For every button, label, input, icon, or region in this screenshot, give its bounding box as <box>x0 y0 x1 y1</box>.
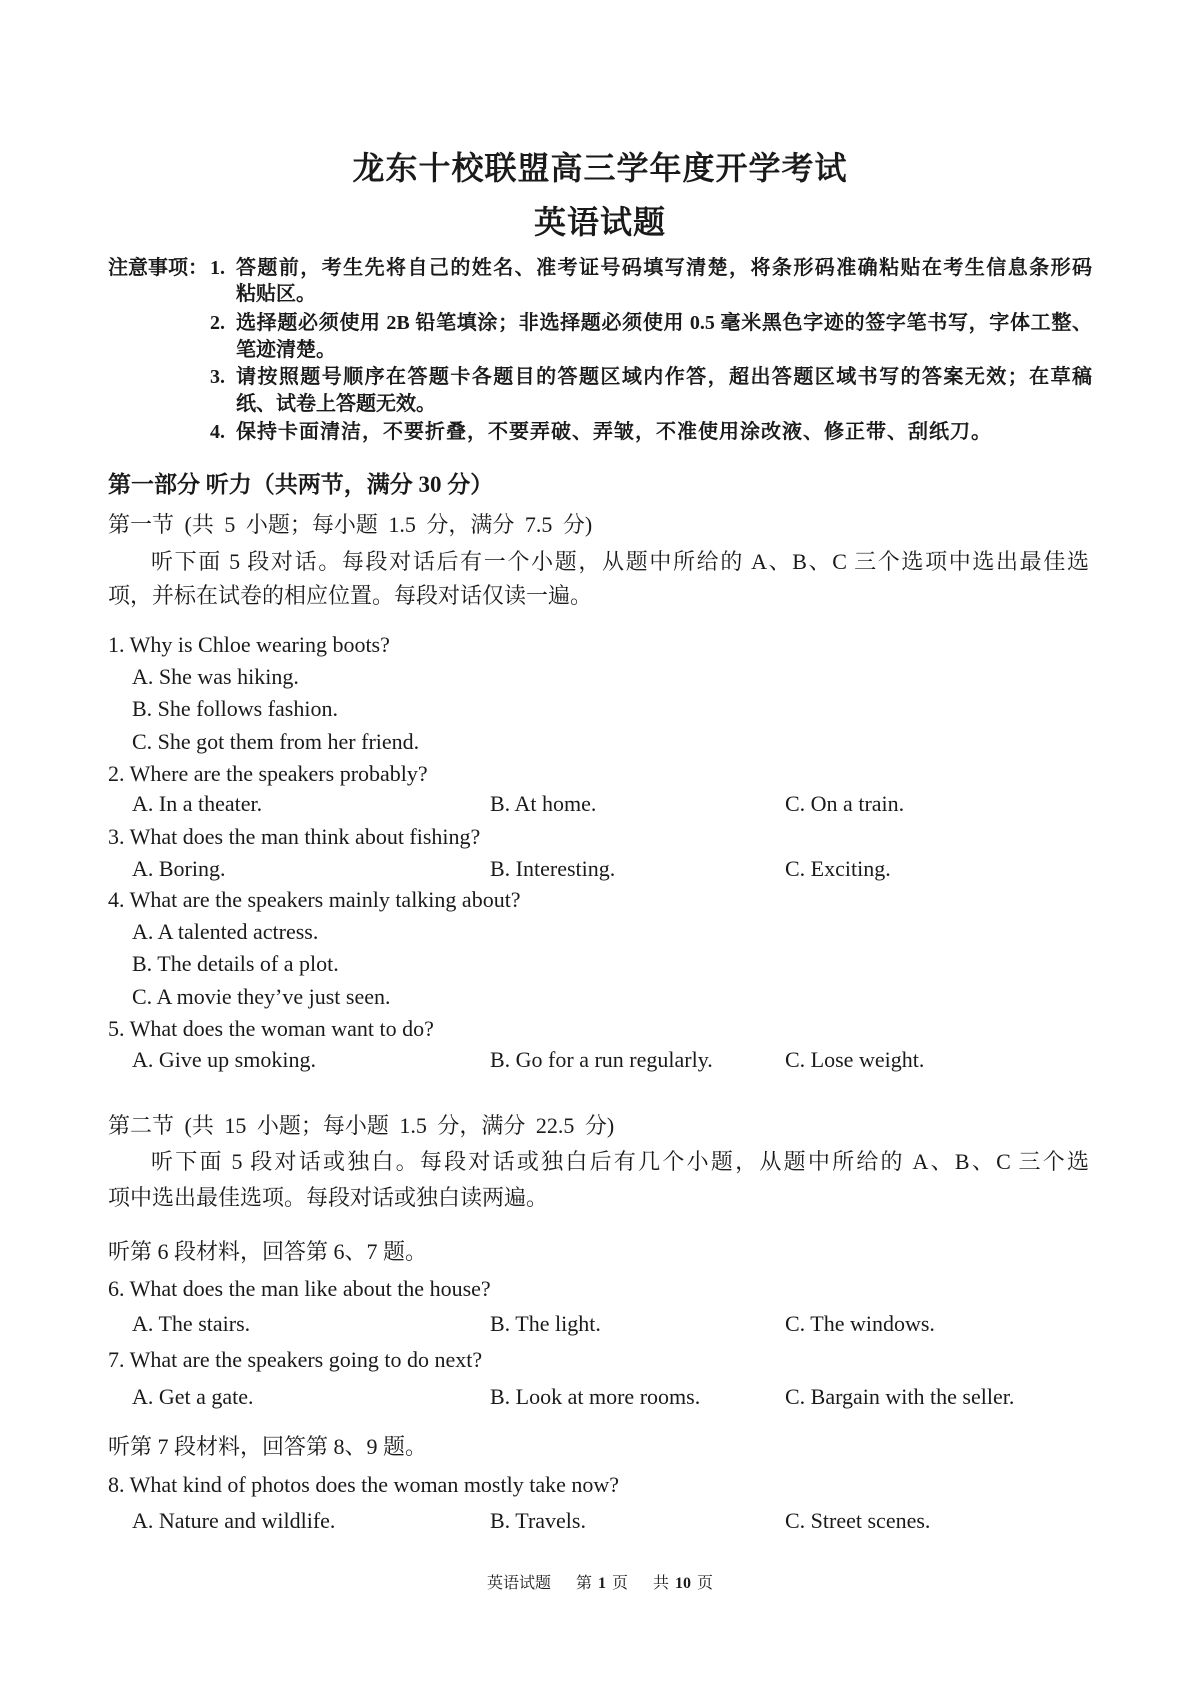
option-b: B. Travels. <box>490 1508 586 1533</box>
material-heading: 听第 6 段材料，回答第 6、7 题。 <box>108 1239 428 1264</box>
note-number: 4. <box>210 421 225 443</box>
option-a: A. A talented actress. <box>132 919 319 944</box>
exam-subtitle: 英语试题 <box>533 204 666 240</box>
footer-total-pages: 10 <box>675 1575 692 1592</box>
question-text: 8. What kind of photos does the woman mostly take now? <box>108 1472 620 1497</box>
part-heading: 第一部分 听力（共两节，满分 30 分） <box>108 472 494 497</box>
option-c: C. Lose weight. <box>785 1047 925 1072</box>
option-b: B. Look at more rooms. <box>490 1384 701 1409</box>
question-text: 1. Why is Chloe wearing boots? <box>108 632 390 657</box>
question-text: 6. What does the man like about the house? <box>108 1276 491 1301</box>
exam-title: 龙东十校联盟高三学年度开学考试 <box>352 150 848 186</box>
option-b: B. The details of a plot. <box>132 951 339 976</box>
option-b: B. The light. <box>490 1311 601 1336</box>
footer-page-suffix: 页 <box>611 1575 628 1592</box>
notes-label: 注意事项： <box>108 257 208 279</box>
option-a: A. In a theater. <box>132 791 263 816</box>
note-number: 3. <box>210 366 225 388</box>
note-number: 2. <box>210 312 225 334</box>
page-footer <box>0 1573 1200 1595</box>
question-text: 3. What does the man think about fishing? <box>108 824 481 849</box>
note-text-line: 保持卡面清洁，不要折叠，不要弄破、弄皱，不准使用涂改液、修正带、刮纸刀。 <box>236 421 992 443</box>
option-a: A. Give up smoking. <box>132 1047 316 1072</box>
option-b: B. She follows fashion. <box>132 696 338 721</box>
note-text-line: 选择题必须使用 2B 铅笔填涂；非选择题必须使用 0.5 毫米黑色字迹的签字笔书写，字体工整、 <box>236 312 1092 334</box>
option-a: A. The stairs. <box>132 1311 251 1336</box>
note-text-line: 请按照题号顺序在答题卡各题目的答题区域内作答，超出答题区域书写的答案无效；在草稿 <box>236 366 1092 388</box>
option-a: A. She was hiking. <box>132 664 299 689</box>
note-text-line: 纸、试卷上答题无效。 <box>236 393 436 415</box>
option-c: C. Exciting. <box>785 856 891 881</box>
option-c: C. A movie they’ve just seen. <box>132 984 391 1009</box>
footer-total-suffix: 页 <box>697 1575 714 1592</box>
option-b: B. Go for a run regularly. <box>490 1047 713 1072</box>
option-b: B. At home. <box>490 791 597 816</box>
option-c: C. On a train. <box>785 791 905 816</box>
question-text: 5. What does the woman want to do? <box>108 1016 434 1041</box>
section-heading: 第二节 (共 15 小题；每小题 1.5 分，满分 22.5 分) <box>108 1113 615 1138</box>
section-instructions: 听下面 5 段对话或独白。每段对话或独白后有几个小题，从题中所给的 A、B、C 三个选 <box>151 1149 1089 1174</box>
option-c: C. She got them from her friend. <box>132 729 420 754</box>
option-c: C. Bargain with the seller. <box>785 1384 1015 1409</box>
option-a: A. Get a gate. <box>132 1384 254 1409</box>
section-instructions: 听下面 5 段对话。每段对话后有一个小题，从题中所给的 A、B、C 三个选项中选出最佳选 <box>151 549 1089 574</box>
section-instructions: 项，并标在试卷的相应位置。每段对话仅读一遍。 <box>108 583 593 608</box>
question-text: 2. Where are the speakers probably? <box>108 761 428 786</box>
section-heading: 第一节 (共 5 小题；每小题 1.5 分，满分 7.5 分) <box>108 512 593 537</box>
option-c: C. Street scenes. <box>785 1508 931 1533</box>
note-text-line: 笔迹清楚。 <box>236 339 336 361</box>
footer-page-prefix: 第 <box>575 1575 592 1592</box>
option-b: B. Interesting. <box>490 856 616 881</box>
footer-subject: 英语试题 <box>486 1575 551 1592</box>
footer-total-prefix: 共 <box>653 1575 670 1592</box>
option-c: C. The windows. <box>785 1311 935 1336</box>
option-a: A. Nature and wildlife. <box>132 1508 336 1533</box>
section-instructions: 项中选出最佳选项。每段对话或独白读两遍。 <box>108 1185 549 1210</box>
question-text: 4. What are the speakers mainly talking about? <box>108 887 521 912</box>
footer-page-number: 1 <box>597 1575 606 1592</box>
option-a: A. Boring. <box>132 856 226 881</box>
question-text: 7. What are the speakers going to do next? <box>108 1347 483 1372</box>
material-heading: 听第 7 段材料，回答第 8、9 题。 <box>108 1434 428 1459</box>
note-number: 1. <box>210 257 225 279</box>
note-text-line: 粘贴区。 <box>236 283 316 305</box>
note-text-line: 答题前，考生先将自己的姓名、准考证号码填写清楚，将条形码准确粘贴在考生信息条形码 <box>236 257 1092 279</box>
